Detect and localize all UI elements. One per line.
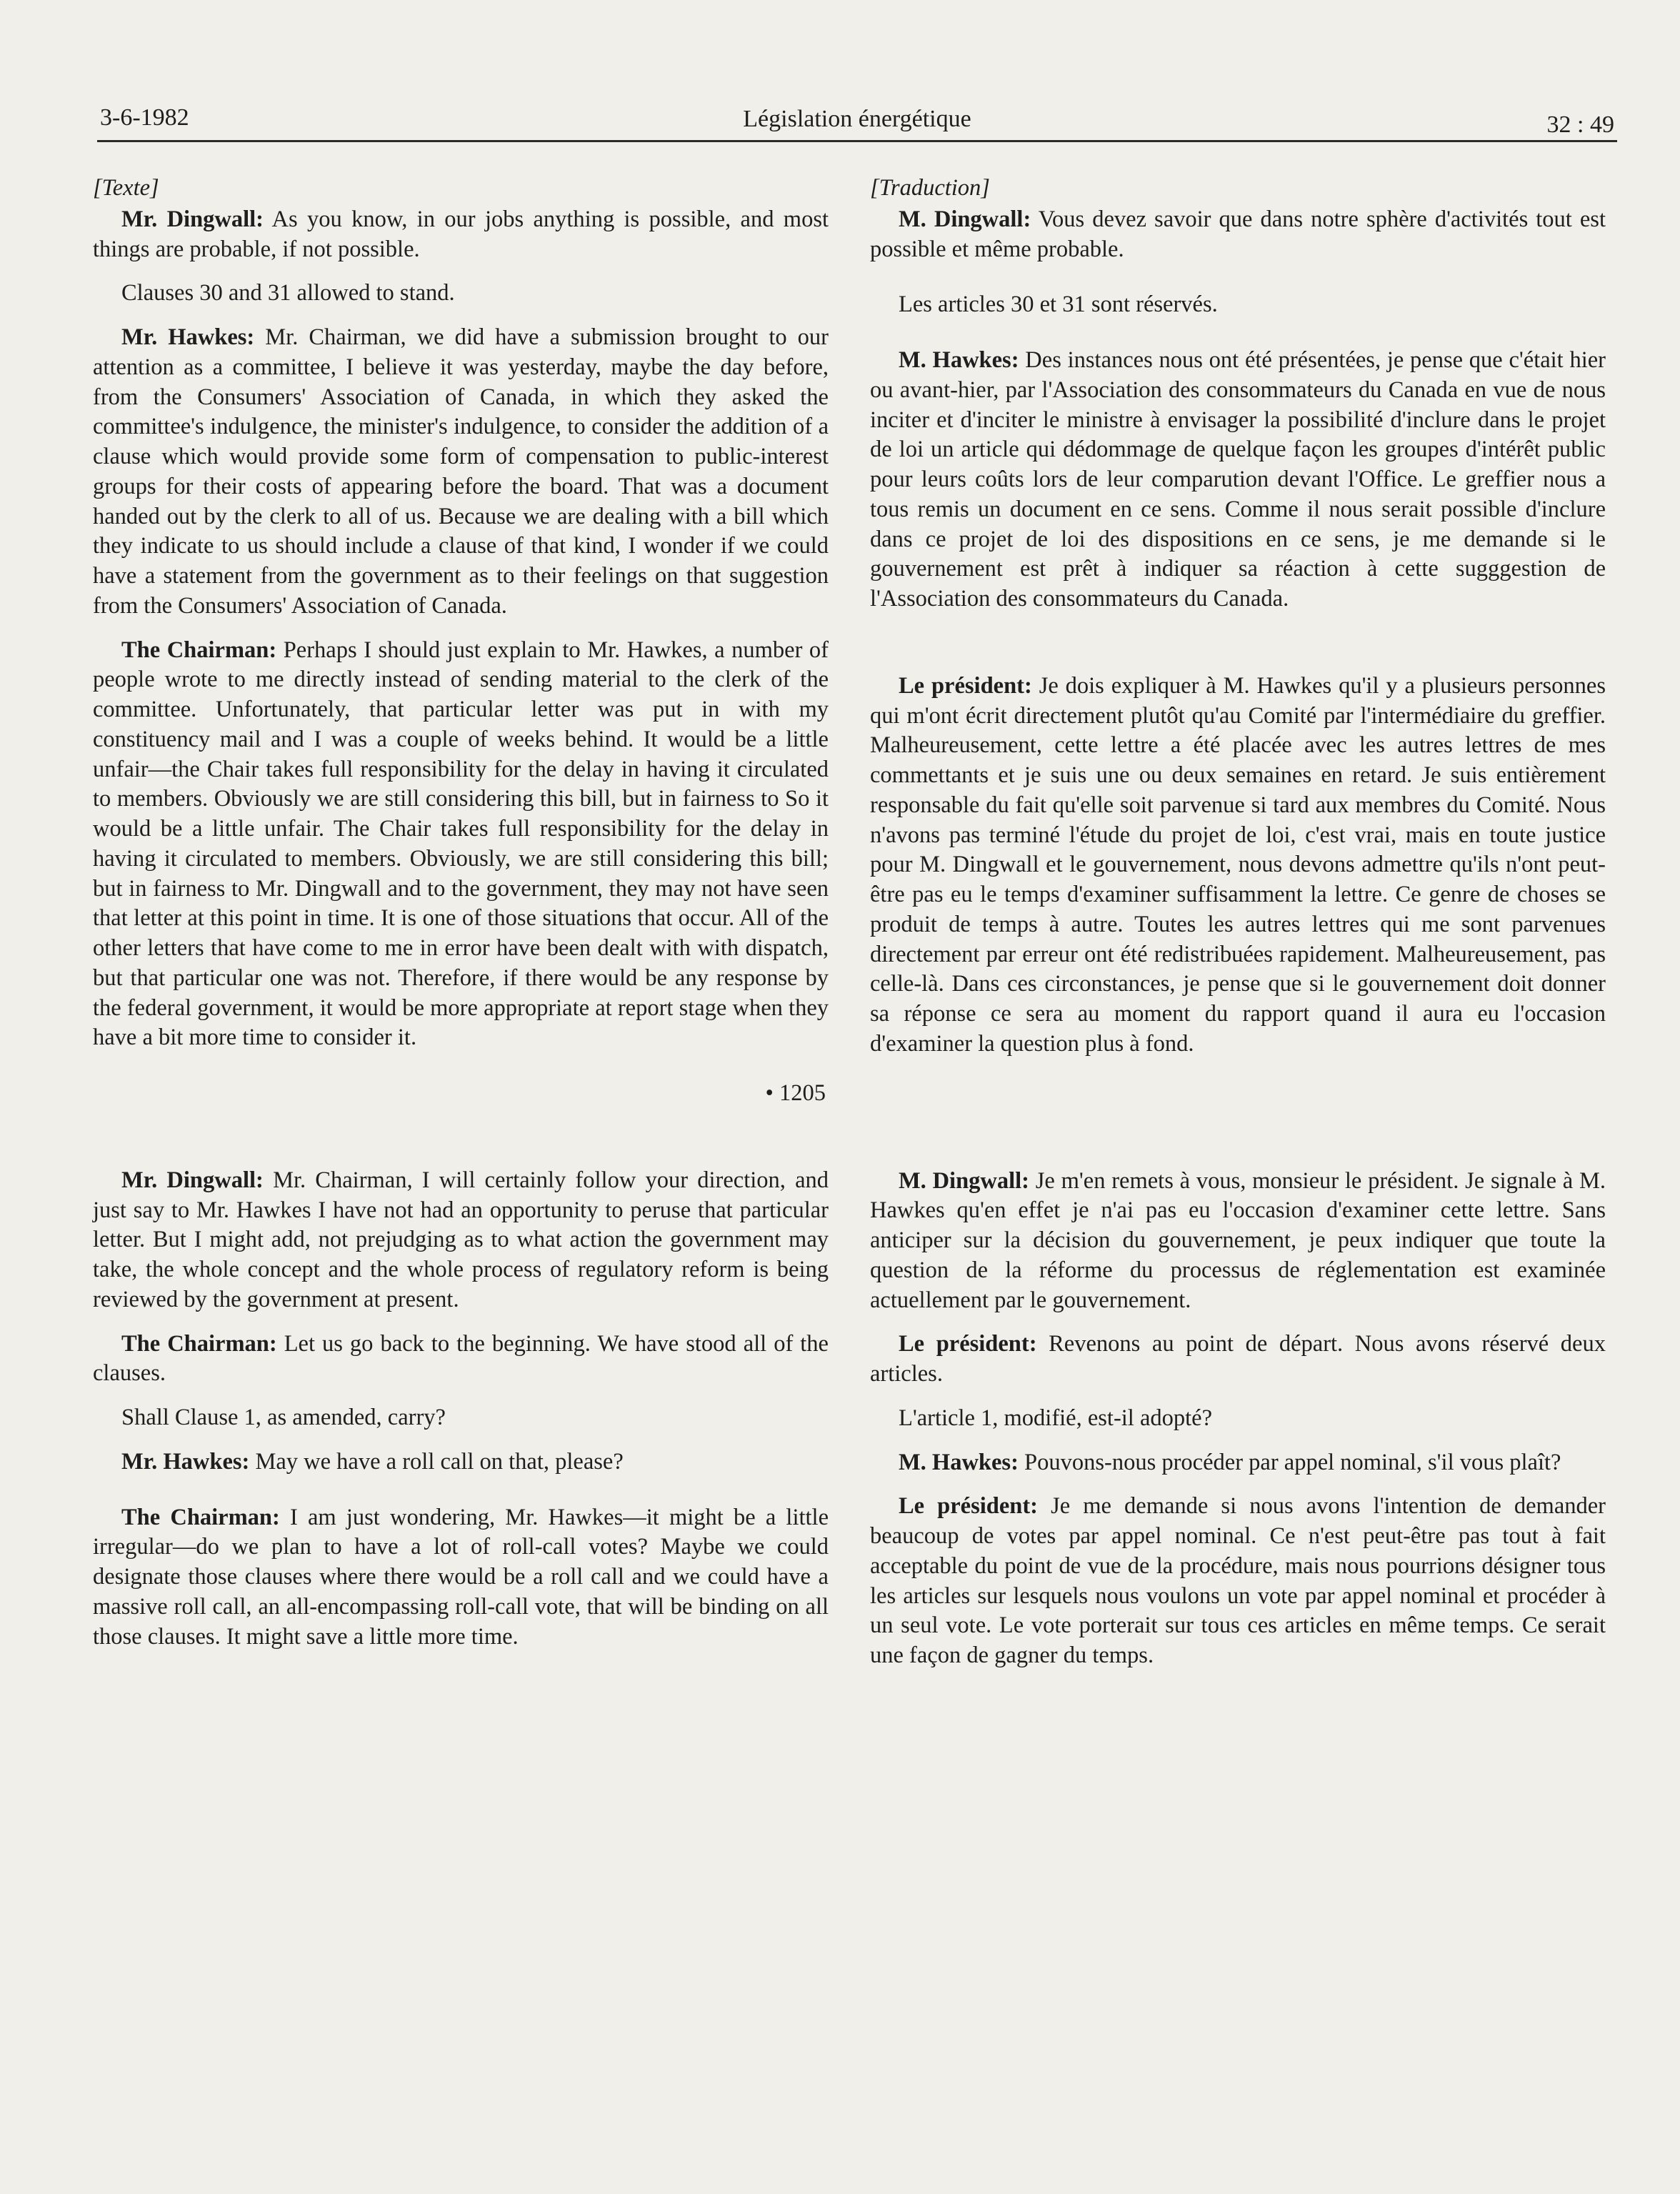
speech-paragraph <box>93 1166 829 1315</box>
header-date: 3-6-1982 <box>100 104 189 131</box>
speech-text: Vous devez savoir que dans notre sphère d'activités tout est possible et même probable. <box>870 206 1606 262</box>
speech-text: Mr. Chairman, we did have a submission brought to our attention as a committee, I believe it was yesterday, maybe the day before, from the Consumers' Association of Canada, in which they asked the committee's indulgence, the minister's indulgence, to consider the addition of a clause which would provide some form of compensation to public-interest groups for their costs of appearing before the board. That was a document handed out by the clerk to all of us. Because we are dealing with a bill which they indicate to us should include a clause of that kind, I wonder if we could have a statement from the government as to their feelings on that suggestion from the Consumers' Association of Canada. <box>93 324 829 619</box>
speaker-name: The Chairman: <box>121 1504 280 1530</box>
column-tag: [Texte] <box>93 175 159 201</box>
speaker-name: Mr. Hawkes: <box>121 324 255 350</box>
column-tag: [Traduction] <box>870 175 990 201</box>
speaker-name: Mr. Hawkes: <box>121 1448 250 1475</box>
speech-text: As you know, in our jobs anything is possible, and most things are probable, if not possible. <box>93 206 829 262</box>
english-column <box>93 174 829 1652</box>
header-title: Législation énergétique <box>743 106 971 132</box>
speaker-name: Mr. Dingwall: <box>121 1167 264 1193</box>
speech-paragraph <box>93 323 829 622</box>
speech-paragraph <box>93 636 829 1054</box>
speaker-name: M. Dingwall: <box>899 206 1031 232</box>
speech-text: Je me demande si nous avons l'intention de demander beaucoup de votes par appel nominal. Ce n'est peut-être pas tout à fait acceptable du point de vue de la procédure, mais nous pourrions désigner tous les articles sur lesquels nous voulons un vote par appel nominal et procéder à un seul vote. Le vote porterait sur tous ces articles en même temps. Ce serait une façon de gagner du temps. <box>870 1493 1606 1668</box>
speaker-name: M. Hawkes: <box>899 1449 1019 1475</box>
speech-text: Mr. Chairman, I will certainly follow your direction, and just say to Mr. Hawkes I have not had an opportunity to peruse that particular letter. But I might add, not prejudging as to what action the government may take, the whole concept and the whole process of regulatory reform is being reviewed by the government at present. <box>93 1167 829 1312</box>
speech-paragraph <box>870 1448 1606 1478</box>
time-marker: • 1205 <box>765 1080 826 1106</box>
speech-text: Perhaps I should just explain to Mr. Hawkes, a number of people wrote to me directly instead of sending material to the clerk of the committee. Unfortunately, that particular letter was put in with my constituency mail and I was a couple of weeks behind. It would be a little unfair—the Chair takes full responsibility for the delay in having it circulated to members. Obviously we are still considering this bill, but in fairness to So it would be a little unfair. The Chair takes full responsibility for the delay in having it circulated to members. Obviously, we are still considering this bill; but in fairness to Mr. Dingwall and to the government, they may not have seen that letter at this point in time. It is one of those situations that occur. All of the other letters that have come to me in error have been dealt with with dispatch, but that particular one was not. Therefore, if there would be any response by the federal government, it would be more appropriate at report stage when they have a bit more time to consider it. <box>93 637 829 1051</box>
speech-text: Pouvons-nous procéder par appel nominal, s'il vous plaît? <box>1018 1449 1561 1475</box>
page-header <box>97 100 1617 142</box>
procedural-note: Les articles 30 et 31 sont réservés. <box>899 291 1218 318</box>
speaker-name: Mr. Dingwall: <box>121 206 264 232</box>
speech-paragraph <box>93 1330 829 1390</box>
speech-paragraph <box>870 346 1606 614</box>
speaker-name: Le président: <box>899 1331 1037 1357</box>
speech-text: Je m'en remets à vous, monsieur le président. Je signale à M. Hawkes qu'en effet je n'ai pas eu l'occasion d'examiner cette lettre. Sans anticiper sur la décision du gouvernement, je peux indiquer que toute la question de la réforme du processus de réglementation est examinée actuellement par le gouvernement. <box>870 1167 1606 1313</box>
speech-paragraph <box>93 205 829 265</box>
speaker-name: M. Dingwall: <box>899 1167 1030 1194</box>
speaker-name: The Chairman: <box>121 637 277 663</box>
procedural-note: Clauses 30 and 31 allowed to stand. <box>121 280 455 306</box>
header-page-number: 32 : 49 <box>1546 111 1614 138</box>
speech-text: May we have a roll call on that, please? <box>249 1448 624 1475</box>
procedural-note: L'article 1, modifié, est-il adopté? <box>899 1405 1213 1431</box>
speech-text: I am just wondering, Mr. Hawkes—it might be a little irregular—do we plan to have a lot of roll-call votes? Maybe we could designate those clauses where there would be a roll call and we could have a massive roll call, an all-encompassing roll-call vote, that will be binding on all those clauses. It might save a little more time. <box>93 1504 829 1650</box>
speech-paragraph <box>870 1492 1606 1671</box>
speech-paragraph <box>93 1447 829 1477</box>
speech-paragraph <box>870 672 1606 1059</box>
speech-paragraph <box>870 205 1606 265</box>
speech-text: Je dois expliquer à M. Hawkes qu'il y a plusieurs personnes qui m'ont écrit directement plutôt qu'au Comité par l'intermédiaire du greffier. Malheureusement, cette lettre a été placée avec les autres lettres de mes commettants et je suis une ou deux semaines en retard. Je suis entièrement responsable du fait qu'elle soit parvenue si tard aux membres du Comité. Nous n'avons pas terminé l'étude du projet de loi, c'est vrai, mais en toute justice pour M. Dingwall et le gouvernement, nous devons admettre qu'ils n'ont peut-être pas eu le temps d'examiner suffisamment la lettre. Ce genre de choses se produit de temps à autre. Toutes les autres lettres qui me sont parvenues directement par erreur ont été redistribuées rapidement. Malheureusement, pas celle-là. Dans ces circonstances, je pense que si le gouvernement doit donner sa réponse ce sera au moment du rapport quand il aura eu l'occasion d'examiner la question plus à fond. <box>870 672 1606 1057</box>
speaker-name: The Chairman: <box>121 1330 277 1357</box>
speech-text: Des instances nous ont été présentées, je pense que c'était hier ou avant-hier, par l'Association des consommateurs du Canada en vue de nous inciter et d'inciter le ministre à envisager la possibilité d'inclure dans le projet de loi un article qui dédommage de quelque façon les groupes d'intérêt public pour leurs coûts lors de leur comparution devant l'Office. Le greffier nous a tous remis un document en ce sens. Comme il nous serait possible d'inclure dans ce projet de loi des dispositions en ce sens, je me demande si le gouvernement est prêt à indiquer sa réaction à cette sugggestion de l'Association des consommateurs du Canada. <box>870 347 1606 612</box>
speaker-name: M. Hawkes: <box>899 347 1019 373</box>
speaker-name: Le président: <box>899 1493 1039 1520</box>
speech-paragraph <box>870 1330 1606 1390</box>
french-column <box>870 174 1606 1671</box>
speaker-name: Le président: <box>899 672 1032 699</box>
speech-text: Let us go back to the beginning. We have stood all of the clauses. <box>93 1330 829 1387</box>
speech-text: Revenons au point de départ. Nous avons réservé deux articles. <box>870 1331 1606 1387</box>
speech-paragraph <box>870 1167 1606 1316</box>
procedural-note: Shall Clause 1, as amended, carry? <box>121 1405 446 1430</box>
speech-paragraph <box>93 1503 829 1652</box>
